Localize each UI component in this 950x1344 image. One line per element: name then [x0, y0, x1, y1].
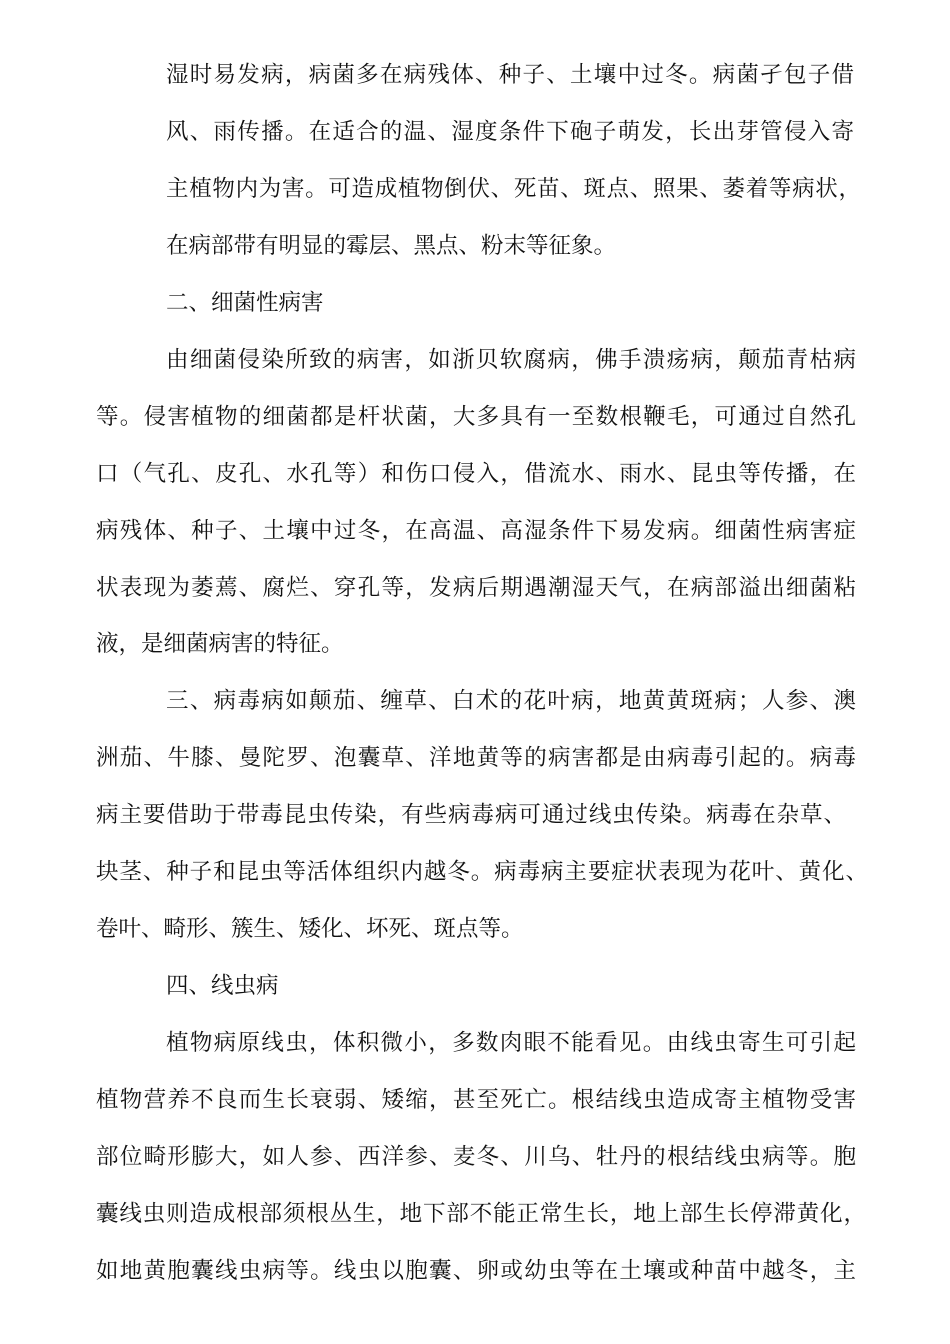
- section-heading-viral-disease: 三、病毒病如颠茄、缠草、白术的花叶病，地黄黄斑病；人参、澳: [166, 688, 856, 714]
- paragraph-line: 状表现为萎蔫、腐烂、穿孔等，发病后期遇潮湿天气，在病部溢出细菌粘: [96, 575, 856, 601]
- paragraph-line: 部位畸形膨大，如人参、西洋参、麦冬、川乌、牡丹的根结线虫病等。胞: [96, 1144, 856, 1170]
- section-heading-bacterial-disease: 二、细菌性病害: [166, 290, 324, 316]
- paragraph-line: 主植物内为害。可造成植物倒伏、死苗、斑点、照果、萎着等病状，: [166, 176, 861, 202]
- paragraph-line: 等。侵害植物的细菌都是杆状菌，大多具有一至数根鞭毛，可通过自然孔: [96, 404, 856, 430]
- paragraph-line: 洲茄、牛膝、曼陀罗、泡囊草、洋地黄等的病害都是由病毒引起的。病毒: [96, 745, 856, 771]
- paragraph-line: 块茎、种子和昆虫等活体组织内越冬。病毒病主要症状表现为花叶、黄化、: [96, 859, 868, 885]
- paragraph-line: 病残体、种子、土壤中过冬，在高温、高湿条件下易发病。细菌性病害症: [96, 518, 856, 544]
- section-heading-nematode-disease: 四、线虫病: [166, 973, 279, 999]
- paragraph-line: 囊线虫则造成根部须根丛生，地下部不能正常生长，地上部生长停滞黄化，: [96, 1201, 866, 1227]
- paragraph-line: 植物营养不良而生长衰弱、矮缩，甚至死亡。根结线虫造成寄主植物受害: [96, 1087, 856, 1113]
- paragraph-line: 病主要借助于带毒昆虫传染，有些病毒病可通过线虫传染。病毒在杂草、: [96, 802, 846, 828]
- paragraph-line: 湿时易发病，病菌多在病残体、种子、土壤中过冬。病菌孑包子借: [166, 62, 854, 88]
- paragraph-line: 液，是细菌病害的特征。: [96, 631, 344, 657]
- paragraph-line: 在病部带有明显的霉层、黑点、粉末等征象。: [166, 233, 617, 259]
- paragraph-line: 由细菌侵染所致的病害，如浙贝软腐病，佛手溃疡病，颠茄青枯病: [166, 347, 856, 373]
- paragraph-line: 卷叶、畸形、簇生、矮化、坏死、斑点等。: [96, 916, 524, 942]
- paragraph-line: 风、雨传播。在适合的温、湿度条件下砲子萌发，长出芽管侵入寄: [166, 119, 854, 145]
- paragraph-line: 口（气孔、皮孔、水孔等）和伤口侵入，借流水、雨水、昆虫等传播，在: [96, 461, 856, 487]
- paragraph-line: 植物病原线虫，体积微小，多数肉眼不能看见。由线虫寄生可引起: [166, 1030, 856, 1056]
- paragraph-line: 如地黄胞囊线虫病等。线虫以胞囊、卵或幼虫等在土壤或种苗中越冬，主: [96, 1258, 856, 1284]
